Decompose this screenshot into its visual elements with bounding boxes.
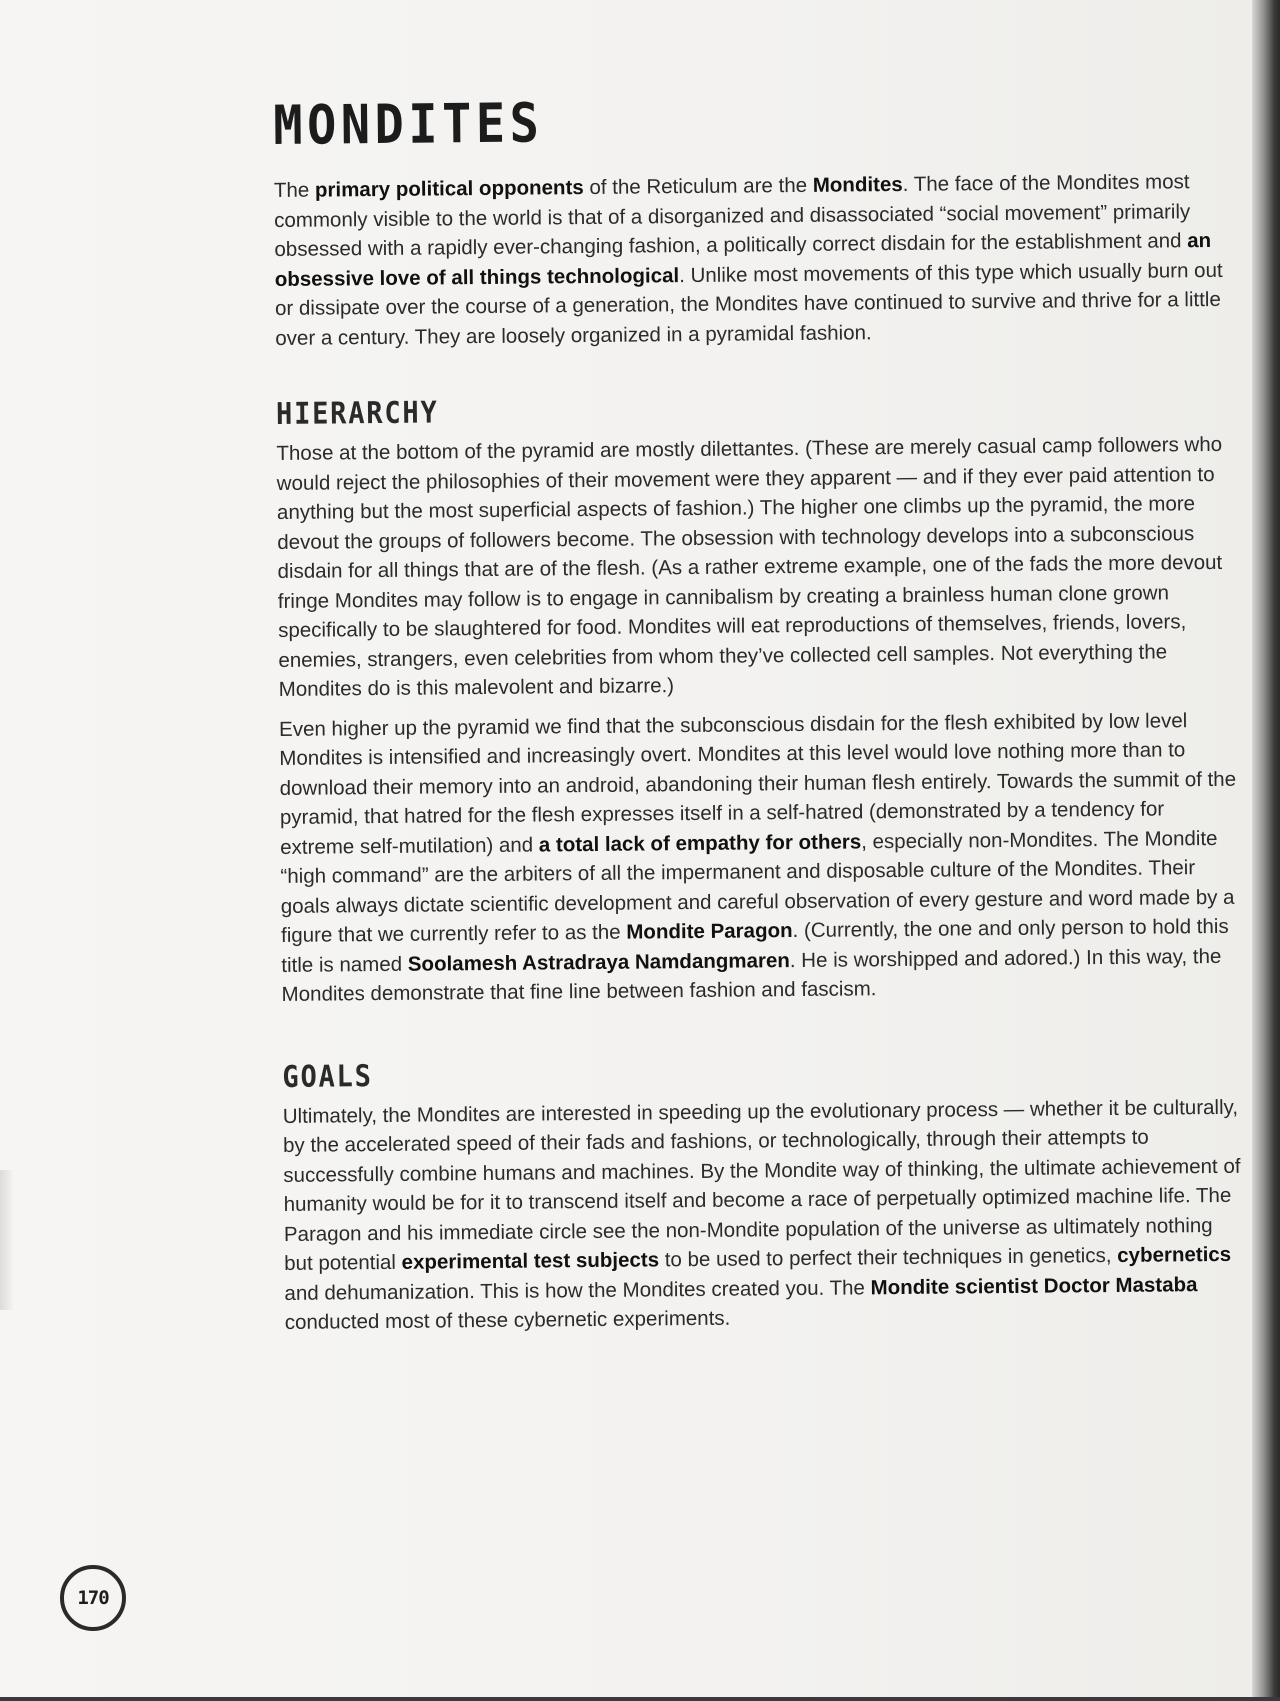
page-edge-shadow: [1252, 0, 1280, 1701]
scan-smudge: [0, 1170, 14, 1310]
text-run: The: [273, 178, 316, 202]
intro-paragraph: [274, 167, 1236, 353]
bold-term: primary political opponents: [314, 176, 584, 202]
hierarchy-paragraph-1: Those at the bottom of the pyramid are mostly dilettantes. (These are merely casual camp followers who would reject the philosophies of their movement were they apparent — and if they ever paid attention to anything but the most superficial aspects of fashion.) The higher one climbs up the pyramid, the more devout the groups of followers become. The obsession with technology develops into a subconscious disdain for all things that are of the flesh. (As a rather extreme example, one of the fads the more devout fringe Mondites may follow is to engage in cannibalism by creating a brainless human clone grown specifically to be slaughtered for food. Mondites will eat reproductions of themselves, friends, lovers, enemies, strangers, even celebrities from whom they’ve collected cell samples. Not everything the Mondites do is this malevolent and bizarre.): [276, 432, 1223, 701]
text-run: to be used to perfect their techniques in genetics,: [658, 1243, 1118, 1272]
text-run: . He is worshipped and adored.) In this way, the Mondites demonstrate that fine line between fashion and fascism.: [281, 944, 1222, 1006]
bold-term: Mondites: [812, 172, 903, 197]
text-run: Even higher up the pyramid we find that the subconscious disdain for the flesh exhibited by low level Mondites is intensified and increasingly overt. Mondites at this level would love nothing more than to download their memory into an android, abandoning their human flesh entirely. Towards the summit of the pyramid, that hatred for the flesh expresses itself in a self-hatred (demonstrated by a tendency for extreme self-mutilation) and: [278, 708, 1237, 859]
scan-bottom-edge: [0, 1697, 1280, 1701]
text-run: of the Reticulum are the: [583, 173, 813, 200]
bold-term: Mondite Paragon: [626, 919, 793, 944]
text-run: . (Currently, the one and only person to hold this title is named: [281, 914, 1229, 977]
page-number-badge: [60, 1565, 126, 1631]
text-run: . The face of the Mondites most commonly visible to the world is that of a disorganized and disassociated “social movement” primarily obsessed with a rapidly ever-changing fashion, a politically correct disdain for the establishment and: [274, 170, 1191, 261]
text-run: conducted most of these cybernetic experiments.: [284, 1306, 731, 1334]
bold-term: Mondite scientist Doctor Mastaba: [870, 1272, 1198, 1299]
text-run: , especially non-Mondites. The Mondite “high command” are the arbiters of all the impermanent and disposable culture of the Mondites. Their goals always dictate scientific development and careful observation of every gesture and word made by a figure that we currently refer to as the: [280, 826, 1235, 947]
page-number: 170: [77, 1587, 109, 1609]
hierarchy-paragraph-2: [279, 705, 1242, 1009]
bold-term: cybernetics: [1117, 1242, 1232, 1267]
goals-paragraph: [283, 1092, 1245, 1337]
bold-term: Soolamesh Astradraya Namdangmaren: [407, 948, 790, 976]
page-content: [273, 87, 1245, 1338]
bold-term: experimental test subjects: [401, 1248, 660, 1274]
section-heading-hierarchy: HIERARCHY: [275, 395, 439, 432]
section-heading-goals: GOALS: [282, 1058, 373, 1095]
page-title: MONDITES: [272, 91, 544, 157]
text-run: and dehumanization. This is how the Mondites created you. The: [284, 1275, 871, 1305]
text-run: Ultimately, the Mondites are interested in speeding up the evolutionary process — whether it be culturally, by the accelerated speed of their fads and fashions, or technologically, through their attempts to successfully combine humans and machines. By the Mondite way of thinking, the ultimate achievement of humanity would be for it to transcend itself and become a race of perpetually optimized machine life. The Paragon and his immediate circle see the non-Mondite population of the universe as ultimately nothing but potential: [282, 1095, 1241, 1275]
text-run: . Unlike most movements of this type which usually burn out or dissipate over the course of a generation, the Mondites have continued to survive and thrive for a little over a century. They are loosely organized in a pyramidal fashion.: [274, 258, 1223, 350]
bold-term: a total lack of empathy for others: [538, 829, 862, 856]
bold-term: an obsessive love of all things technological: [274, 229, 1212, 291]
